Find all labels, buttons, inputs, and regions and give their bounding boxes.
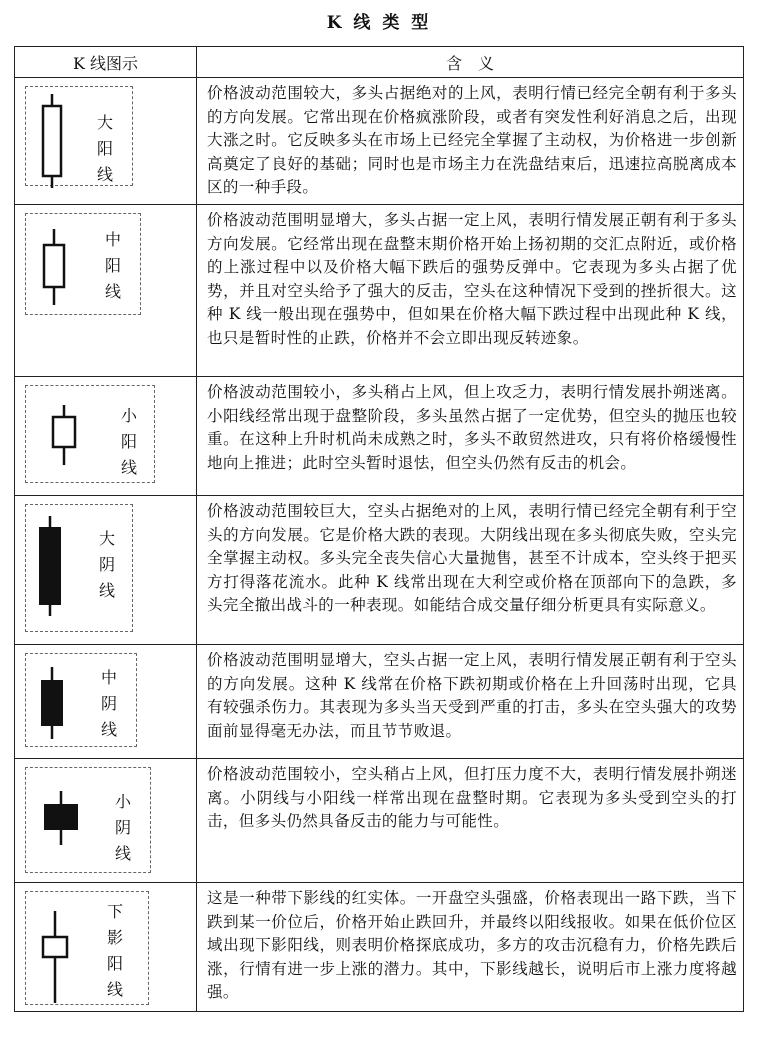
table-header-row <box>15 47 744 78</box>
medium-yin-candle-icon <box>37 665 67 743</box>
meaning-cell: 价格波动范围较巨大，空头占据绝对的上风，表明行情已经完全朝有利于空头的方向发展。它是价格大跌的表现。大阴线出现在多头彻底失败，空头完全掌握主动权。多头完全丧失信心大量抛售，甚至不计成本，空头终于把买方打得落花流水。此种 K 线常出现在大利空或价格在顶部向下的急跌，多头完全撤出战斗的一种表现。如能结合成交量仔细分析更具有实际意义。 <box>197 495 744 644</box>
table-row <box>15 376 744 495</box>
candle-label: 小 阳 线 <box>120 405 137 477</box>
figure-cell <box>15 758 197 882</box>
small-yang-candle-icon <box>49 403 79 469</box>
header-meaning: 含 义 <box>197 47 744 78</box>
meaning-cell: 价格波动范围明显增大，多头占据一定上风，表明行情发展正朝有利于多头方向发展。它经常出现在盘整末期价格开始上扬初期的交汇点附近，或价格的上涨过程中以及价格大幅下跌后的强势反弹中。它表现为多头占据了优势，并且对空头给予了强大的反击，空头在这种情况下受到的挫折很大。这种 K 线一般出现在强势中，但如果在价格大幅下跌过程中出现此种 K 线，也只是暂时性的止跌，价格并不会立即出现反转迹象。 <box>197 204 744 376</box>
figure-cell <box>15 644 197 758</box>
table-row <box>15 758 744 882</box>
figure-cell <box>15 204 197 376</box>
table-row <box>15 644 744 758</box>
candle-label: 大 阳 线 <box>96 113 113 184</box>
meaning-cell: 价格波动范围明显增大，空头占据一定上风，表明行情发展正朝有利于空头的方向发展。这种 K 线常在价格下跌初期或价格在上升回荡时出现，它具有较强杀伤力。其表现为多头当天受到严重的打击，多头在空头强大的攻势面前显得毫无办法，而且节节败退。 <box>197 644 744 758</box>
figure-cell <box>15 78 197 205</box>
table-row <box>15 882 744 1011</box>
meaning-cell: 这是一种带下影线的红实体。一开盘空头强盛，价格表现出一路下跌，当下跌到某一价位后，价格开始止跌回升，并最终以阳线报收。如果在低价位区域出现下影阳线，则表明价格探底成功，多方的攻击沉稳有力，价格先跌后涨，行情有进一步上涨的潜力。其中，下影线越长，说明后市上涨力度将越强。 <box>197 882 744 1011</box>
medium-yang-candle-icon <box>39 227 69 307</box>
candle-label: 中 阳 线 <box>104 229 121 301</box>
big-yang-candle-icon <box>37 92 67 192</box>
candle-label: 下 影 阳 线 <box>106 901 123 999</box>
candle-label: 中 阴 线 <box>100 667 117 739</box>
meaning-cell: 价格波动范围较小，多头稍占上风，但上攻乏力，表明行情发展扑朔迷离。小阳线经常出现于盘整阶段，多头虽然占据了一定优势，但空头的抛压也较重。在这种上升时机尚未成熟之时，多头不敢贸然进攻，只有将价格缓慢性地向上推进；此时空头暂时退怯，但空头仍然有反击的机会。 <box>197 376 744 495</box>
table-row <box>15 78 744 205</box>
small-yin-candle-icon <box>41 789 81 859</box>
table-row <box>15 204 744 376</box>
table-row <box>15 495 744 644</box>
big-yin-candle-icon <box>35 514 65 618</box>
meaning-cell: 价格波动范围较大，多头占据绝对的上风，表明行情已经完全朝有利于多头的方向发展。它常出现在价格疯涨阶段，或者有突发性利好消息之后，出现大涨之时。它反映多头在市场上已经完全掌握了主动权，为价格进一步创新高奠定了良好的基础；同时也是市场主力在洗盘结束后，迅速拉高脱离成本区的一种手段。 <box>197 78 744 205</box>
lower-shadow-yang-candle-icon <box>35 909 75 1007</box>
meaning-cell: 价格波动范围较小，空头稍占上风，但打压力度不大，表明行情发展扑朔迷离。小阴线与小阳线一样常出现在盘整时期。它表现为多头受到空头的打击，但多头仍然具备反击的能力与可能性。 <box>197 758 744 882</box>
figure-cell <box>15 495 197 644</box>
header-kline-figure: K 线图示 <box>15 47 197 78</box>
candle-label: 大 阴 线 <box>98 528 115 600</box>
figure-cell <box>15 376 197 495</box>
figure-cell <box>15 882 197 1011</box>
page-title: K 线 类 型 <box>326 13 432 33</box>
candle-label: 小 阴 线 <box>114 791 131 863</box>
k-line-types-table <box>14 46 744 1012</box>
